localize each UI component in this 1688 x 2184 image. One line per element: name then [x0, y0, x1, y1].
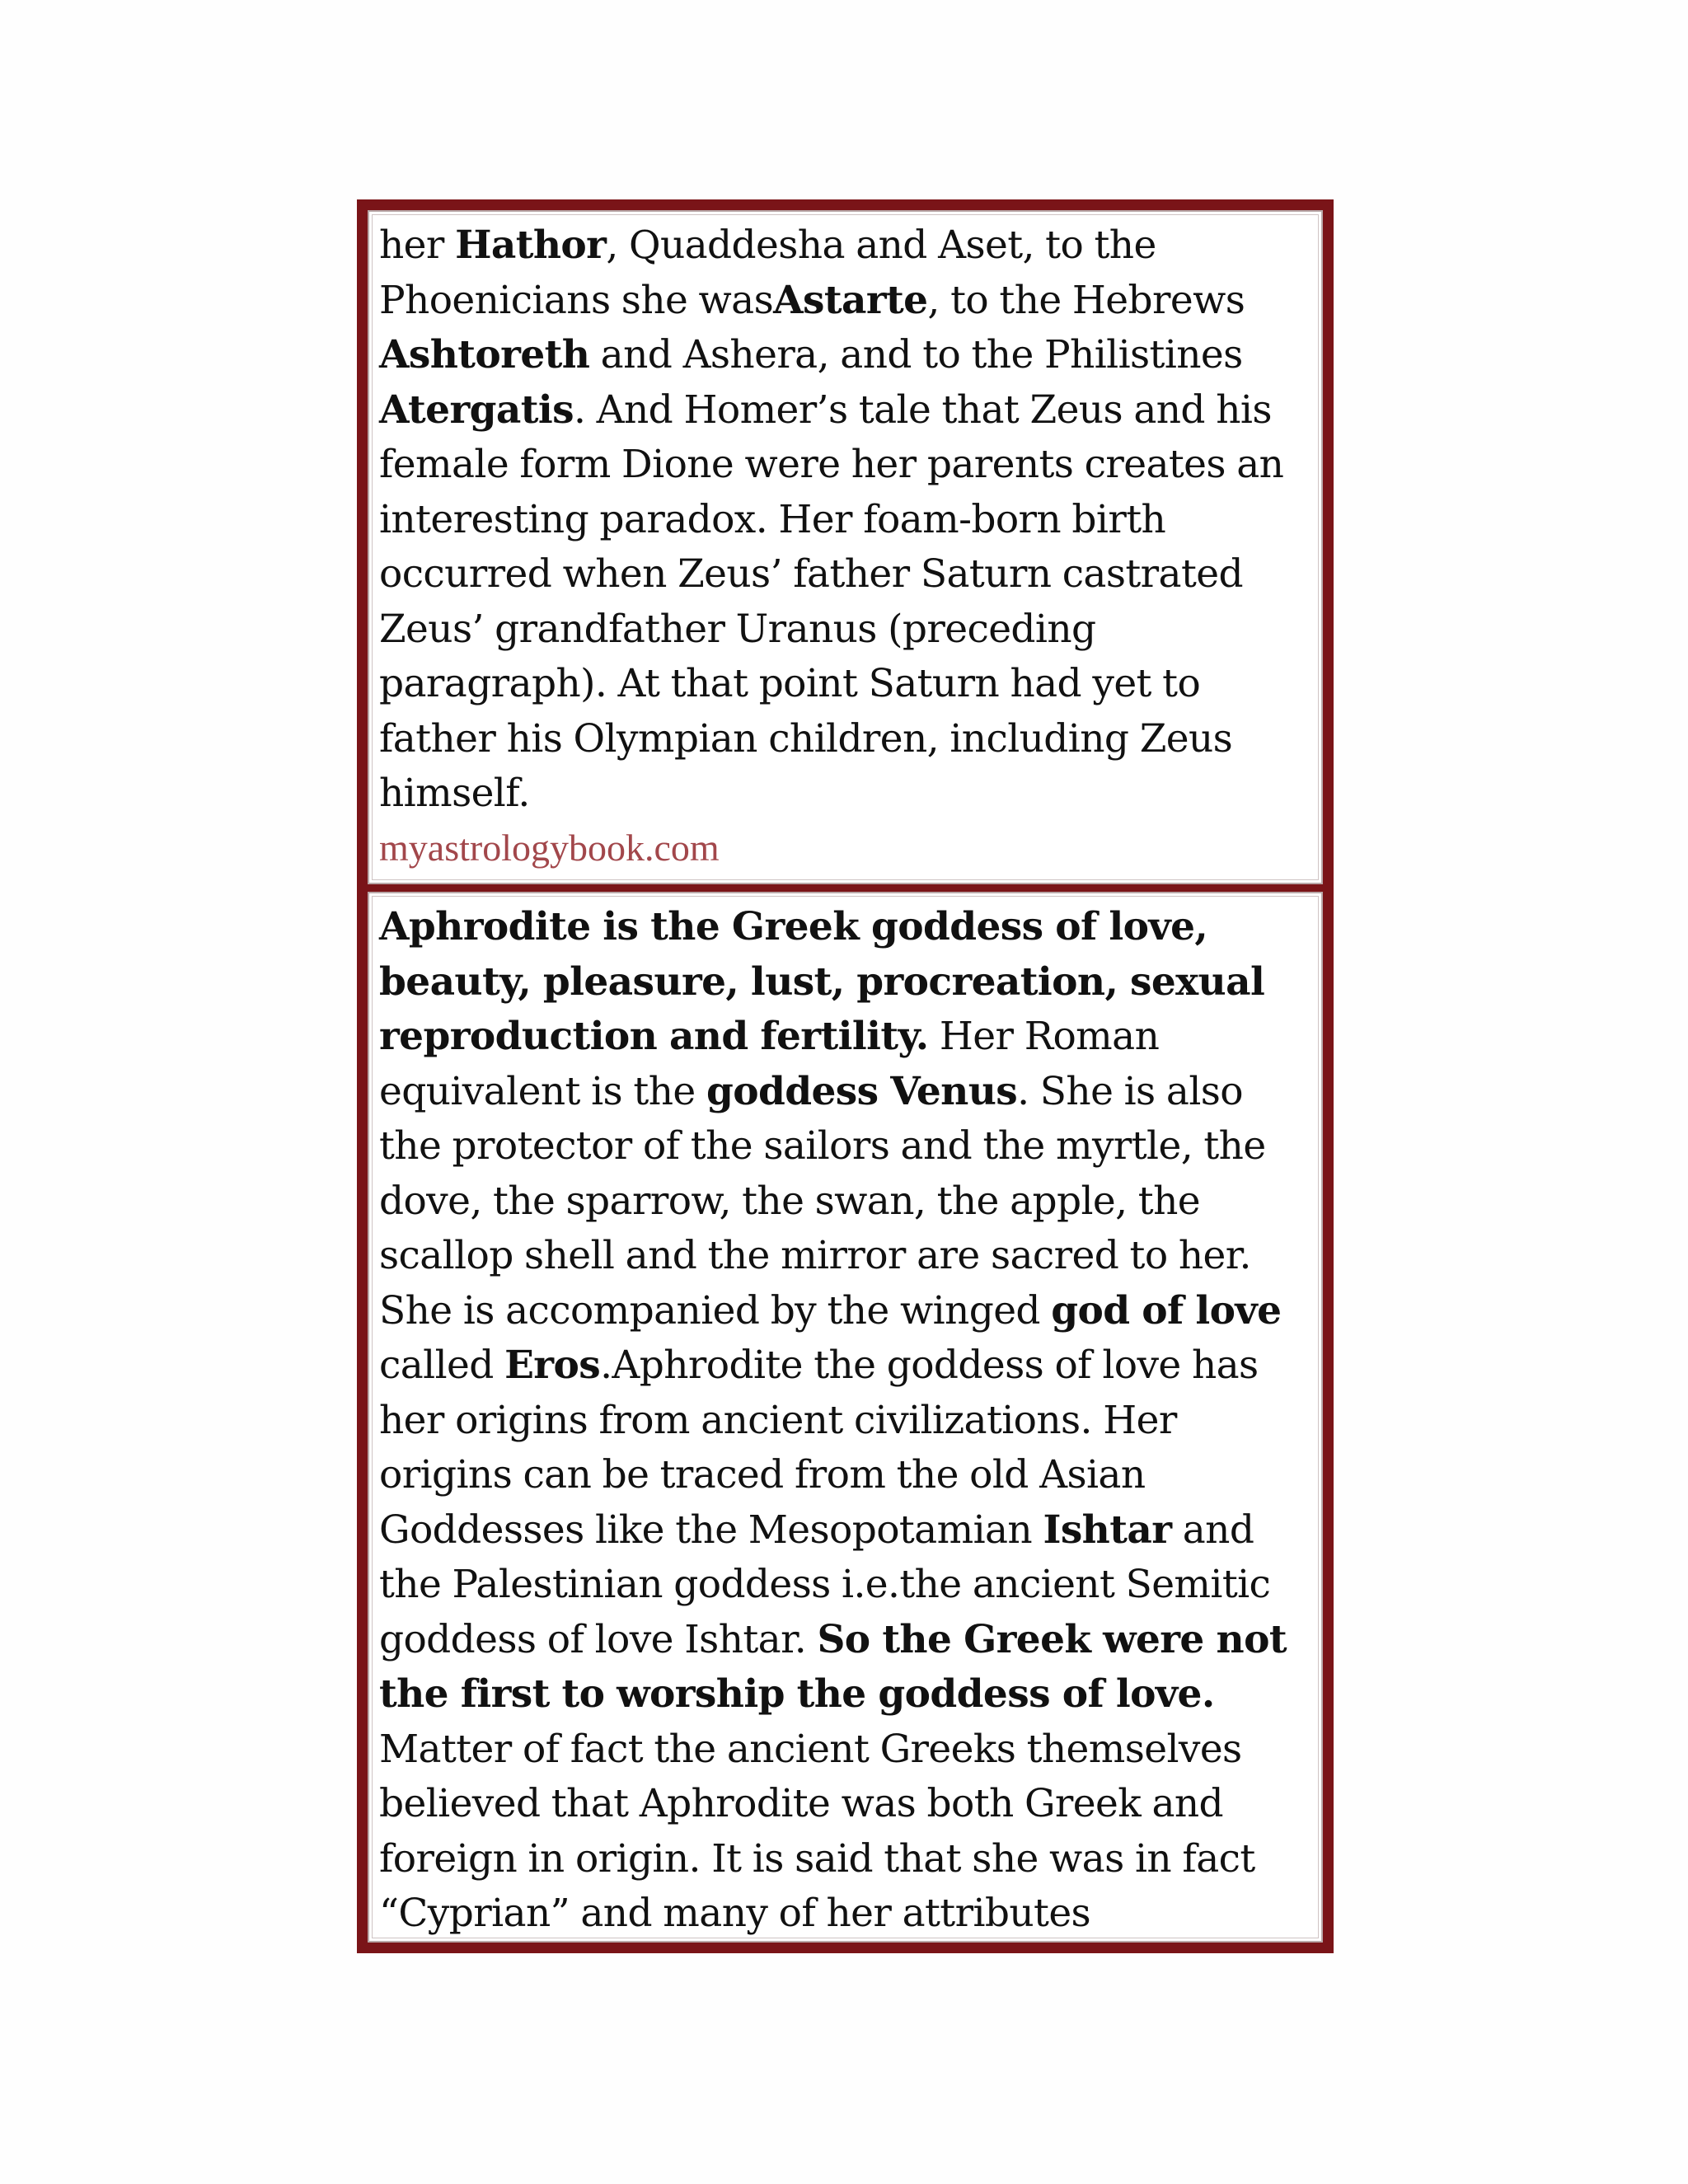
text-run: Matter of fact the ancient Greeks themselves believed that Aphrodite was both Greek and foreign in origin. It is said that she was in fact “Cyprian” and many of her attributes	[379, 1726, 1255, 1936]
bold-term-atergatis: Atergatis	[379, 387, 574, 433]
bold-sentence-greek-not-first: So the Greek were not the first to worship the goddess of love.	[379, 1616, 1287, 1717]
text-run: Her Roman equivalent is the	[379, 1014, 1160, 1114]
bold-term-hathor: Hathor	[455, 223, 607, 268]
text-run: .Aphrodite the goddess of love has her origins from ancient civilizations. Her origins can be traced from the old Asian Goddesses like the Mesopotamian	[379, 1343, 1259, 1553]
source-link[interactable]: myastrologybook.com	[379, 826, 720, 869]
bold-term-god-of-love: god of love	[1051, 1287, 1282, 1333]
bold-term-ashtoreth: Ashtoreth	[379, 332, 590, 377]
table-cell-2	[368, 892, 1323, 1943]
text-run: , Quaddesha and Aset, to the Phoenicians she was	[379, 223, 1156, 323]
bold-term-ishtar: Ishtar	[1043, 1507, 1172, 1553]
paragraph-aphrodite	[379, 900, 1313, 1942]
table-cell-1	[368, 210, 1323, 884]
text-run: and the Palestinian goddess i.e.the ancient Semitic goddess of love Ishtar.	[379, 1507, 1271, 1662]
bold-term-astarte: Astarte	[773, 277, 928, 323]
text-run: her	[379, 223, 456, 268]
text-run: . She is also the protector of the sailors and the myrtle, the dove, the sparrow, the swan, the apple, the scallop shell and the mirror are sacred to her. She is accompanied by the winged	[379, 1068, 1266, 1333]
bold-intro-sentence: Aphrodite is the Greek goddess of love, beauty, pleasure, lust, procreation, sexual reproduction and fertility.	[379, 904, 1265, 1059]
bold-term-venus: goddess Venus	[706, 1068, 1018, 1114]
bold-term-eros: Eros	[504, 1343, 601, 1388]
text-run: . And Homer’s tale that Zeus and his female form Dione were her parents creates an interesting paradox. Her foam-born birth occurred when Zeus’ father Saturn castrated Zeus’ grandfather Uranus (preceding paragraph). At that point Saturn had yet to father his Olympian children, including Zeus himself.	[379, 387, 1284, 816]
paragraph-goddess-names	[379, 218, 1313, 822]
content-table	[357, 199, 1334, 1953]
text-run: called	[379, 1343, 505, 1388]
text-run: and Ashera, and to the Philistines	[589, 332, 1243, 377]
text-run: , to the Hebrews	[927, 277, 1245, 323]
